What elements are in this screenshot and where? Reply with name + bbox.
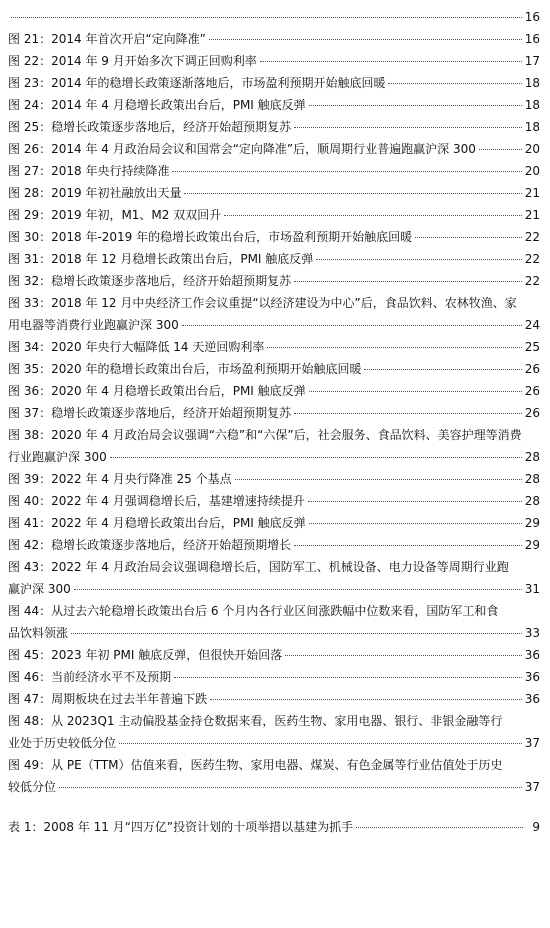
leader-dots xyxy=(294,127,522,128)
toc-entry-continued[interactable] xyxy=(8,6,540,28)
page-number: 33 xyxy=(524,626,540,640)
leader-dots xyxy=(316,259,521,260)
leader-dots xyxy=(224,215,521,216)
toc-entry[interactable] xyxy=(8,424,540,468)
leader-dots xyxy=(479,149,522,150)
page-number: 31 xyxy=(524,582,540,596)
page-number: 26 xyxy=(524,406,540,420)
toc-entry[interactable] xyxy=(8,204,540,226)
leader-dots xyxy=(182,325,522,326)
leader-dots xyxy=(415,237,522,238)
toc-entry[interactable] xyxy=(8,226,540,248)
toc-entry[interactable] xyxy=(8,490,540,512)
entry-title: 图 37：稳增长政策逐步落地后，经济开始超预期复苏 xyxy=(8,406,292,420)
entry-title: 图 30：2018 年-2019 年的稳增长政策出台后，市场盈利预期开始触底回暖 xyxy=(8,230,413,244)
entry-title: 图 32：稳增长政策逐步落地后，经济开始超预期复苏 xyxy=(8,274,292,288)
entry-title: 图 47：周期板块在过去半年普遍下跌 xyxy=(8,692,208,706)
toc-entry[interactable] xyxy=(8,380,540,402)
toc-entry[interactable] xyxy=(8,182,540,204)
leader-dots xyxy=(184,193,521,194)
page-number: 37 xyxy=(524,736,540,750)
entry-title: 图 41：2022 年 4 月稳增长政策出台后，PMI 触底反弹 xyxy=(8,516,306,530)
page-number: 22 xyxy=(524,274,540,288)
page-number: 28 xyxy=(524,450,540,464)
leader-dots xyxy=(294,413,522,414)
leader-dots xyxy=(119,743,522,744)
leader-dots xyxy=(59,787,522,788)
table-of-figures xyxy=(8,6,540,838)
entry-title: 图 34：2020 年央行大幅降低 14 天逆回购利率 xyxy=(8,340,265,354)
page-number: 36 xyxy=(524,648,540,662)
entry-title-line1: 图 38：2020 年 4 月政治局会议强调“六稳”和“六保”后，社会服务、食品饮料、美容护理等消费 xyxy=(8,428,522,442)
page-number: 16 xyxy=(524,10,540,24)
page-number: 22 xyxy=(524,230,540,244)
page-number: 9 xyxy=(532,820,540,834)
toc-entry[interactable] xyxy=(8,72,540,94)
leader-dots xyxy=(110,457,522,458)
section-gap xyxy=(8,798,540,816)
entry-title: 图 39：2022 年 4 月央行降准 25 个基点 xyxy=(8,472,232,486)
page-number: 18 xyxy=(524,120,540,134)
toc-entry[interactable] xyxy=(8,248,540,270)
page-number: 36 xyxy=(524,692,540,706)
entry-title: 图 28：2019 年初社融放出天量 xyxy=(8,186,182,200)
entry-title: 图 27：2018 年央行持续降准 xyxy=(8,164,170,178)
entry-title: 表 1：2008 年 11 月“四万亿”投资计划的十项举措以基建为抓手 xyxy=(8,820,354,834)
leader-dots xyxy=(294,545,522,546)
entry-title-line2: 品饮料领涨 xyxy=(8,626,69,640)
toc-entry[interactable] xyxy=(8,138,540,160)
table-list xyxy=(8,816,540,838)
toc-entry[interactable] xyxy=(8,50,540,72)
leader-dots xyxy=(285,655,522,656)
entry-title-line1: 图 48：从 2023Q1 主动偏股基金持仓数据来看，医药生物、家用电器、银行、非银金融等行 xyxy=(8,714,503,728)
leader-dots xyxy=(260,61,522,62)
toc-entry[interactable] xyxy=(8,358,540,380)
entry-title: 图 31：2018 年 12 月稳增长政策出台后，PMI 触底反弹 xyxy=(8,252,314,266)
toc-entry[interactable] xyxy=(8,688,540,710)
entry-title-line2: 用电器等消费行业跑赢沪深 300 xyxy=(8,318,179,332)
toc-entry[interactable] xyxy=(8,336,540,358)
toc-entry[interactable] xyxy=(8,644,540,666)
leader-dots xyxy=(174,677,522,678)
page-number: 28 xyxy=(524,494,540,508)
leader-dots xyxy=(309,105,522,106)
entry-title-line2: 赢沪深 300 xyxy=(8,582,71,596)
toc-entry[interactable] xyxy=(8,534,540,556)
leader-dots xyxy=(71,633,522,634)
toc-entry[interactable] xyxy=(8,116,540,138)
page-number: 24 xyxy=(524,318,540,332)
entry-title: 图 36：2020 年 4 月稳增长政策出台后，PMI 触底反弹 xyxy=(8,384,306,398)
toc-entry[interactable] xyxy=(8,600,540,644)
toc-entry[interactable] xyxy=(8,666,540,688)
entry-title: 图 46：当前经济水平不及预期 xyxy=(8,670,172,684)
entry-title-line1: 图 33：2018 年 12 月中央经济工作会议重提“以经济建设为中心”后，食品饮料、农林牧渔、家 xyxy=(8,296,517,310)
leader-dots xyxy=(309,523,522,524)
page-number: 21 xyxy=(524,186,540,200)
leader-dots xyxy=(172,171,521,172)
leader-dots xyxy=(267,347,521,348)
page-number: 28 xyxy=(524,472,540,486)
entry-title: 图 21：2014 年首次开启“定向降准” xyxy=(8,32,206,46)
page-number: 18 xyxy=(524,76,540,90)
page-number: 20 xyxy=(524,164,540,178)
entry-title-line1: 图 44：从过去六轮稳增长政策出台后 6 个月内各行业区间涨跌幅中位数来看，国防军工和食 xyxy=(8,604,499,618)
leader-dots xyxy=(74,589,522,590)
toc-entry[interactable] xyxy=(8,816,540,838)
entry-title-line1: 图 43：2022 年 4 月政治局会议强调稳增长后，国防军工、机械设备、电力设备等周期行业跑 xyxy=(8,560,509,574)
entry-title: 图 35：2020 年的稳增长政策出台后，市场盈利预期开始触底回暖 xyxy=(8,362,362,376)
page-number: 37 xyxy=(524,780,540,794)
toc-entry[interactable] xyxy=(8,556,540,600)
entry-title: 图 42：稳增长政策逐步落地后，经济开始超预期增长 xyxy=(8,538,292,552)
entry-title: 图 24：2014 年 4 月稳增长政策出台后，PMI 触底反弹 xyxy=(8,98,306,112)
leader-dots xyxy=(309,391,522,392)
leader-dots xyxy=(308,501,522,502)
page-number: 20 xyxy=(524,142,540,156)
entry-title: 图 40：2022 年 4 月强调稳增长后，基建增速持续提升 xyxy=(8,494,305,508)
toc-entry[interactable] xyxy=(8,160,540,182)
leader-dots xyxy=(235,479,522,480)
page-number: 26 xyxy=(524,384,540,398)
leader-dots xyxy=(364,369,521,370)
entry-title: 图 25：稳增长政策逐步落地后，经济开始超预期复苏 xyxy=(8,120,292,134)
entry-title-line2: 业处于历史较低分位 xyxy=(8,736,117,750)
toc-entry[interactable] xyxy=(8,468,540,490)
page-number: 26 xyxy=(524,362,540,376)
toc-entry[interactable] xyxy=(8,270,540,292)
toc-entry[interactable] xyxy=(8,512,540,534)
entry-title-line1: 图 49：从 PE（TTM）估值来看，医药生物、家用电器、煤炭、有色金属等行业估值处于历史 xyxy=(8,758,503,772)
leader-dots xyxy=(388,83,521,84)
page-number: 21 xyxy=(524,208,540,222)
leader-dots xyxy=(209,39,522,40)
toc-entry[interactable] xyxy=(8,402,540,424)
entry-title-line2: 较低分位 xyxy=(8,780,57,794)
toc-entry[interactable] xyxy=(8,710,540,754)
page-number: 29 xyxy=(524,516,540,530)
leader-dots xyxy=(11,17,522,18)
page-number: 22 xyxy=(524,252,540,266)
toc-entry[interactable] xyxy=(8,292,540,336)
entry-title: 图 22：2014 年 9 月开始多次下调正回购利率 xyxy=(8,54,257,68)
toc-entry[interactable] xyxy=(8,754,540,798)
toc-entry[interactable] xyxy=(8,28,540,50)
page-number: 36 xyxy=(524,670,540,684)
page-number: 29 xyxy=(524,538,540,552)
page-number: 16 xyxy=(524,32,540,46)
entry-title: 图 23：2014 年的稳增长政策逐渐落地后，市场盈利预期开始触底回暖 xyxy=(8,76,386,90)
figure-list xyxy=(8,28,540,798)
page-number: 17 xyxy=(524,54,540,68)
entry-title-line2: 行业跑赢沪深 300 xyxy=(8,450,107,464)
entry-title: 图 45：2023 年初 PMI 触底反弹，但很快开始回落 xyxy=(8,648,283,662)
toc-entry[interactable] xyxy=(8,94,540,116)
page-number: 25 xyxy=(524,340,540,354)
leader-dots xyxy=(294,281,522,282)
entry-title: 图 26：2014 年 4 月政治局会议和国常会“定向降准”后，顺周期行业普遍跑赢沪深 300 xyxy=(8,142,476,156)
entry-title: 图 29：2019 年初，M1、M2 双双回升 xyxy=(8,208,222,222)
page-number: 18 xyxy=(524,98,540,112)
leader-dots xyxy=(210,699,522,700)
leader-dots xyxy=(356,827,523,828)
